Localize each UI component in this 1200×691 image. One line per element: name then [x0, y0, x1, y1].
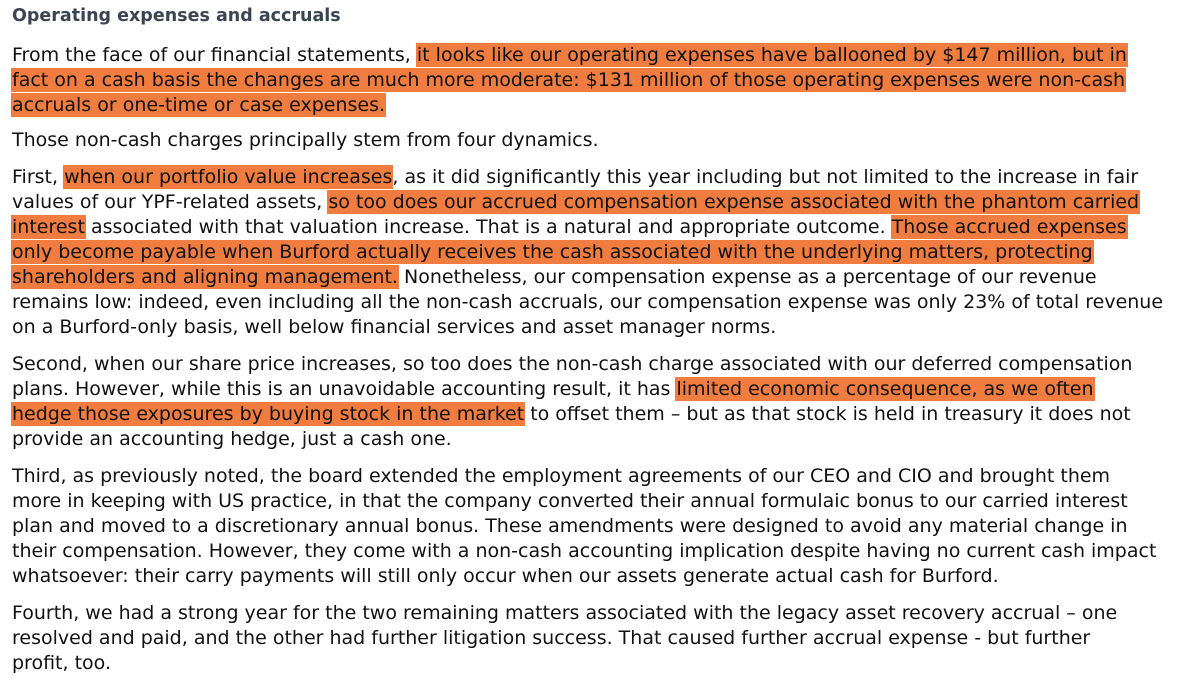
text-run: Nonetheless, our compensation expense as a percentage of our revenue — [397, 266, 1097, 288]
text-line — [12, 68, 1188, 93]
text-run: Third, as previously noted, the board extended the employment agreements of our CEO and CIO and brought them — [12, 465, 1111, 487]
document — [12, 0, 1188, 676]
text-line — [12, 290, 1188, 315]
text-run: plans. However, while this is an unavoidable accounting result, it has — [12, 378, 677, 400]
text-line — [12, 564, 1188, 589]
text-line — [12, 265, 1188, 290]
highlighted-text: interest — [12, 216, 85, 238]
text-run: whatsoever: their carry payments will still only occur when our assets generate actual cash for Burford. — [12, 565, 999, 587]
text-line — [12, 352, 1188, 377]
text-line — [12, 427, 1188, 452]
text-line — [12, 190, 1188, 215]
text-run: provide an accounting hedge, just a cash one. — [12, 428, 452, 450]
text-run: resolved and paid, and the other had further litigation success. That caused further accrual expense - but further — [12, 627, 1091, 649]
text-run: to offset them – but as that stock is held in treasury it does not — [524, 403, 1131, 425]
text-run: From the face of our financial statements, — [12, 44, 417, 66]
paragraph-dynamics-intro — [12, 128, 1188, 153]
text-run: plan and moved to a discretionary annual bonus. These amendments were designed to avoid any material change in — [12, 515, 1128, 537]
text-line — [12, 215, 1188, 240]
text-run: Second, when our share price increases, so too does the non-cash charge associated with our deferred compensation — [12, 353, 1133, 375]
highlighted-text: Those accrued expenses — [891, 216, 1127, 238]
text-line — [12, 402, 1188, 427]
text-run: Fourth, we had a strong year for the two remaining matters associated with the legacy asset recovery accrual – one — [12, 602, 1118, 624]
text-run: remains low: indeed, even including all the non-cash accruals, our compensation expense was only 23% of total revenue — [12, 291, 1164, 313]
text-run: Those non-cash charges principally stem from four dynamics. — [12, 129, 599, 151]
highlighted-text: fact on a cash basis the changes are much more moderate: $131 million of those operating expenses were non-cash — [12, 69, 1126, 91]
paragraph-first-dynamic — [12, 165, 1188, 340]
text-line — [12, 315, 1188, 340]
text-line — [12, 464, 1188, 489]
text-line — [12, 539, 1188, 564]
text-run: associated with that valuation increase. That is a natural and appropriate outcome. — [84, 216, 892, 238]
paragraph-third-dynamic — [12, 464, 1188, 589]
highlighted-text: limited economic consequence, as we often — [676, 378, 1094, 400]
highlighted-text: hedge those exposures by buying stock in the market — [12, 403, 525, 425]
highlighted-text: accruals or one-time or case expenses. — [12, 94, 386, 116]
text-run: , as it did significantly this year including but not limited to the increase in fair — [392, 166, 1139, 188]
text-line — [12, 601, 1188, 626]
text-run: their compensation. However, they come with a non-cash accounting implication despite having no current cash impact — [12, 540, 1157, 562]
paragraph-second-dynamic — [12, 352, 1188, 452]
text-line — [12, 128, 1188, 153]
section-heading: Operating expenses and accruals — [12, 6, 341, 26]
text-line — [12, 43, 1188, 68]
text-run: values of our YPF-related assets, — [12, 191, 329, 213]
highlighted-text: shareholders and aligning management. — [12, 266, 398, 288]
highlighted-text: it looks like our operating expenses have ballooned by $147 million, but in — [416, 44, 1127, 66]
text-line — [12, 651, 1188, 676]
text-line — [12, 240, 1188, 265]
text-line — [12, 377, 1188, 402]
text-line — [12, 165, 1188, 190]
highlighted-text: when our portfolio value increases — [64, 166, 393, 188]
text-run: profit, too. — [12, 652, 111, 674]
text-run: First, — [12, 166, 65, 188]
paragraph-overview — [12, 43, 1188, 118]
highlighted-text: so too does our accrued compensation expense associated with the phantom carried — [328, 191, 1140, 213]
text-run: more in keeping with US practice, in that the company converted their annual formulaic bonus to our carried interest — [12, 490, 1128, 512]
highlighted-text: only become payable when Burford actually receives the cash associated with the underlying matters, protecting — [12, 241, 1093, 263]
paragraph-fourth-dynamic — [12, 601, 1188, 676]
text-run: on a Burford-only basis, well below financial services and asset manager norms. — [12, 316, 777, 338]
text-line — [12, 489, 1188, 514]
text-line — [12, 514, 1188, 539]
text-line — [12, 93, 1188, 118]
text-line — [12, 626, 1188, 651]
